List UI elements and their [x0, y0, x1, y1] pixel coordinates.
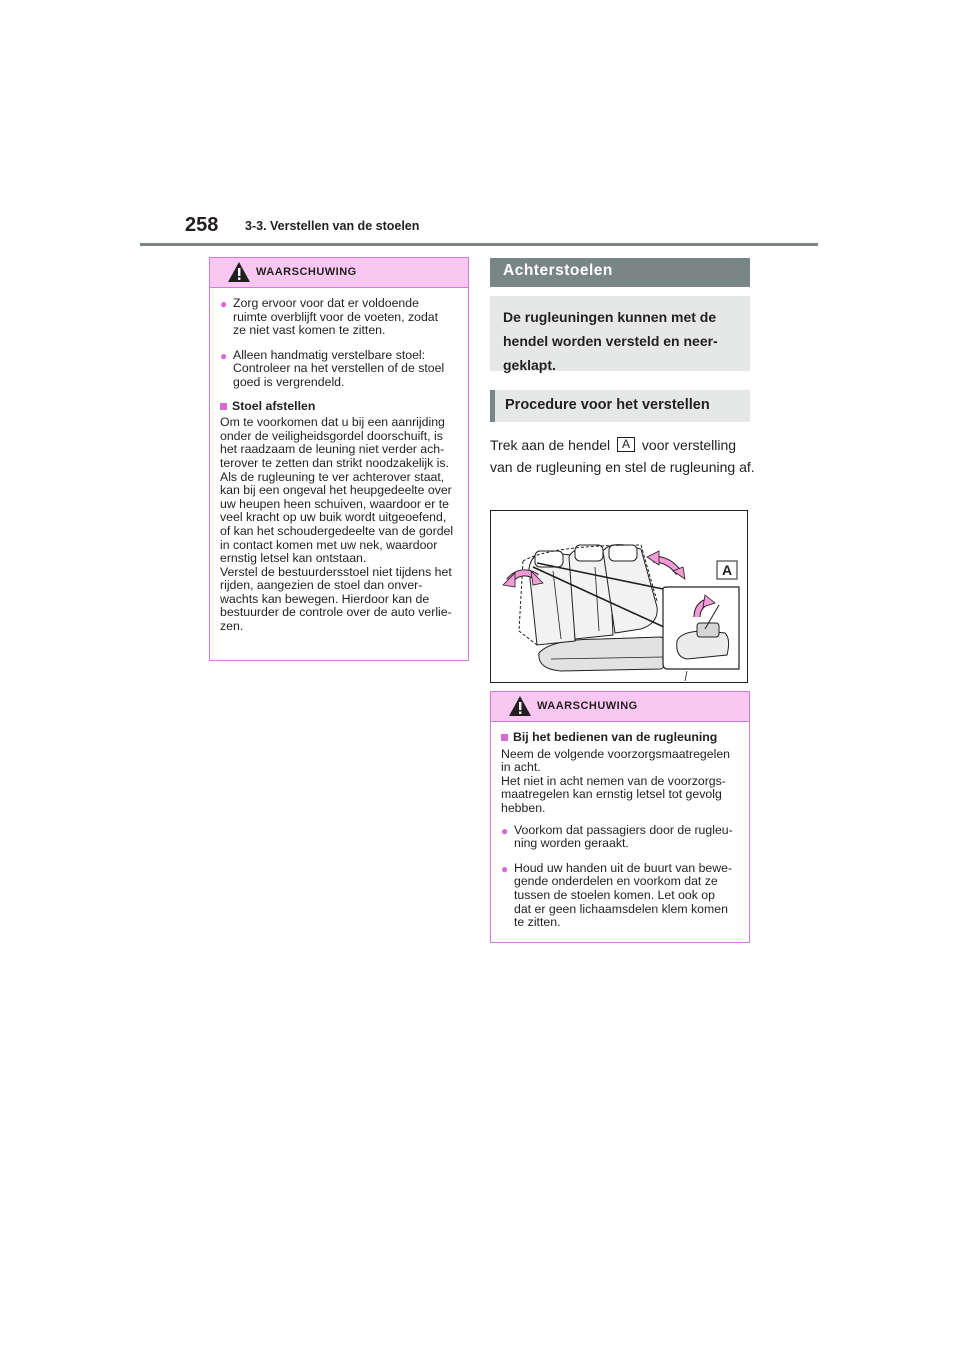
warning-triangle-icon: [508, 695, 532, 717]
warning-box-left: [209, 257, 469, 661]
intro-box: [490, 296, 750, 371]
bullet-text: Voorkom dat passagiers door de rugleu- ning worden geraakt.: [514, 822, 733, 851]
bullet-text: Houd uw handen uit de buurt van bewe- gende onderdelen en voorkom dat ze tussen de stoelen komen. Let ook op dat er geen lichaamsdelen klem komen te zitten.: [514, 860, 733, 930]
square-bullet-icon: [501, 734, 508, 741]
procedure-heading: [490, 390, 750, 422]
list-item: [220, 297, 458, 338]
section-heading-text: Achterstoelen: [503, 262, 613, 279]
list-item: [501, 824, 739, 851]
warning-box-right: [490, 691, 750, 943]
bullet-icon: ●: [501, 823, 509, 838]
figure-callout-label: A: [721, 562, 733, 578]
header-divider: [140, 243, 818, 246]
warning-header: [210, 258, 468, 288]
bullet-icon: ●: [501, 861, 509, 876]
bullet-text: Zorg ervoor voor dat er voldoende ruimte overblijft voor de voeten, zodat ze niet vast komen te zitten.: [233, 296, 439, 338]
rear-seat-illustration: [490, 510, 748, 683]
bullet-icon: ●: [220, 297, 228, 311]
warning-triangle-icon: [227, 261, 251, 283]
warning-title: WAARSCHUWING: [537, 700, 638, 712]
bullet-icon: ●: [220, 348, 228, 363]
warning-header: [491, 692, 749, 722]
seat-drawing: [491, 511, 747, 682]
square-bullet-icon: [220, 403, 227, 410]
body-text-start: Trek aan de hendel: [490, 437, 611, 453]
body-paragraph: [490, 434, 755, 478]
warning-subheading: [501, 731, 739, 745]
list-item: [220, 349, 458, 390]
page-number: 258: [185, 214, 219, 236]
warning-paragraph: Om te voorkomen dat u bij een aanrijding onder de veiligheidsgordel doorschuift, is het raadzaam de leuning niet verder ach- terover te zetten dan strikt noodzakelijk is. Als de rugleuning te ver achterover staat, kan bij een ongeval het heupgedeelte over uw heupen heen schuiven, waardoor er te veel kracht op uw buik wordt uitgeoefend, of kan het schoudergedeelte van de gordel in contact komen met uw nek, waardoor ernstig letsel kan ontstaan. Verstel de bestuurdersstoel niet tijdens het rijden, aangezien de stoel dan onver- wachts kan bewegen. Hierdoor kan de bestuurder de controle over de auto verlie- zen.: [220, 415, 454, 634]
warning-subheading: [220, 400, 458, 414]
section-title: 3-3. Verstellen van de stoelen: [245, 219, 420, 233]
bullet-text: Alleen handmatig verstelbare stoel: Controleer na het verstellen of de stoel goed is vergrendeld.: [233, 347, 445, 389]
warning-title: WAARSCHUWING: [256, 266, 357, 278]
heading-accent-bar: [490, 390, 495, 422]
callout-label: A: [617, 437, 635, 452]
section-heading: [490, 258, 750, 287]
intro-text: De rugleuningen kunnen met de hendel worden versteld en neer- geklapt.: [503, 309, 718, 373]
procedure-heading-text: Procedure voor het verstellen: [505, 397, 710, 413]
list-item: [501, 862, 739, 930]
subheading-text: Stoel afstellen: [232, 398, 316, 413]
body-text-end: voor verstelling van de rugleuning en stel de rugleuning af.: [490, 437, 755, 475]
subheading-text: Bij het bedienen van de rugleuning: [513, 730, 718, 744]
warning-paragraph: Neem de volgende voorzorgsmaatregelen in acht. Het niet in acht nemen van de voorzorgs- maatregelen kan ernstig letsel tot gevolg hebben.: [501, 746, 730, 815]
